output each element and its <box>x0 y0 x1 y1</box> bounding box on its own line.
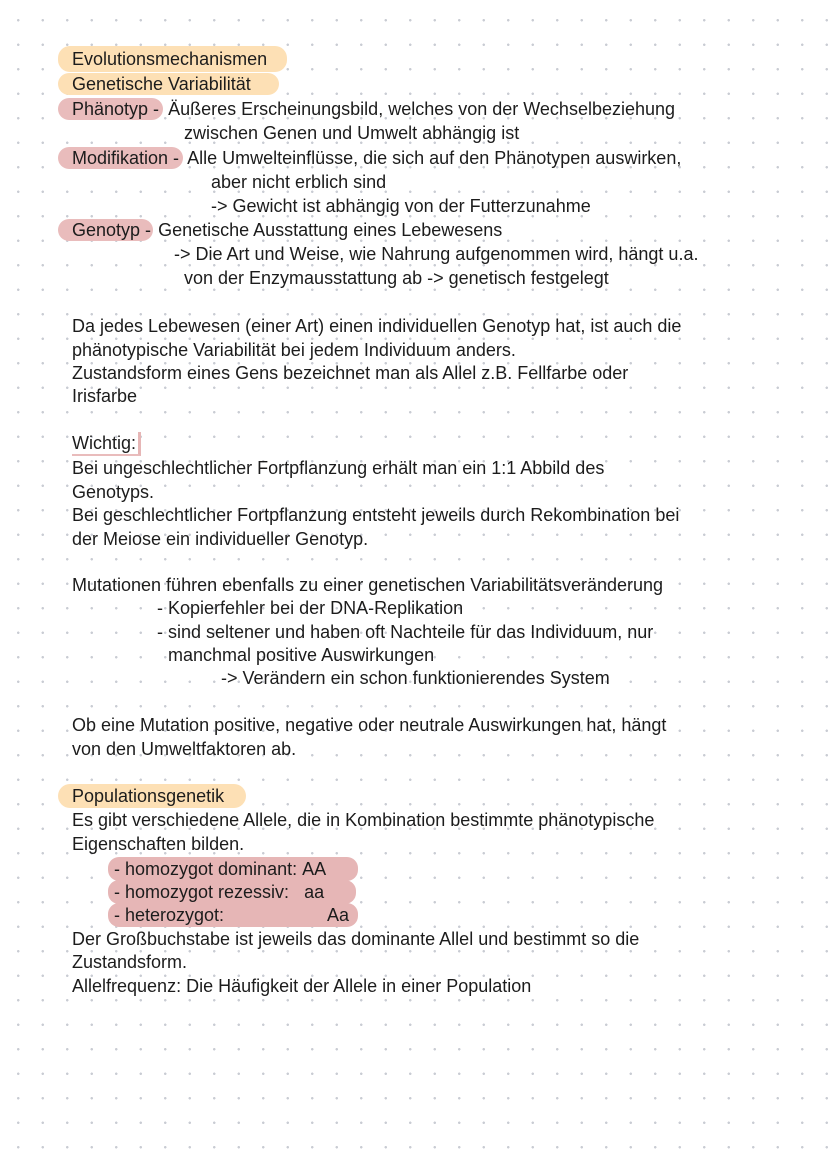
subtitle: Genetische Variabilität <box>58 73 279 95</box>
mutationen-intro: Mutationen führen ebenfalls zu einer genetischen Variabilitätsveränderung <box>72 575 664 595</box>
populationsgenetik-heading-line <box>58 785 246 807</box>
wichtig-line1: Bei ungeschlechtlicher Fortpflanzung erhält man ein 1:1 Abbild des <box>72 458 605 478</box>
para1-line3: Zustandsform eines Gens bezeichnet man als Allel z.B. Fellfarbe oder <box>72 363 629 383</box>
wichtig-line2: Genotyps. <box>72 482 155 502</box>
allele-heterozygot <box>108 903 358 927</box>
genotyp-definition-1: Genetische Ausstattung eines Lebewesens <box>158 220 503 240</box>
mutation-effect-line2: von den Umweltfaktoren ab. <box>72 739 297 759</box>
allele-label: - heterozygot: <box>114 905 225 925</box>
wichtig-heading: Wichtig: <box>72 432 141 456</box>
para1-line1: Da jedes Lebewesen (einer Art) einen individuellen Genotyp hat, ist auch die <box>72 316 682 336</box>
modifikation-definition-2: aber nicht erblich sind <box>211 172 387 192</box>
phaenotyp-term: Phänotyp - <box>58 98 163 120</box>
subtitle-line <box>58 73 279 95</box>
allele-value: AA <box>302 859 327 879</box>
allele-row <box>108 857 358 881</box>
populationsgenetik-line3: Der Großbuchstabe ist jeweils das dominante Allel und bestimmt so die <box>72 929 640 949</box>
populationsgenetik-line4: Zustandsform. <box>72 952 188 972</box>
modifikation-term: Modifikation - <box>58 147 183 169</box>
allelfrequenz-definition: Allelfrequenz: Die Häufigkeit der Allele in einer Population <box>72 976 532 996</box>
populationsgenetik-line2: Eigenschaften bilden. <box>72 834 245 854</box>
genotyp-example-1: -> Die Art und Weise, wie Nahrung aufgenommen wird, hängt u.a. <box>174 244 699 264</box>
genotyp-line1 <box>58 219 502 241</box>
modifikation-line1 <box>58 147 681 169</box>
populationsgenetik-line1: Es gibt verschiedene Allele, die in Kombination bestimmte phänotypische <box>72 810 655 830</box>
mutation-effect-line1: Ob eine Mutation positive, negative oder neutrale Auswirkungen hat, hängt <box>72 715 667 735</box>
allele-label: - homozygot dominant: <box>114 859 298 879</box>
wichtig-line4: der Meiose ein individueller Genotyp. <box>72 529 369 549</box>
page-title-line <box>58 48 287 70</box>
phaenotyp-line1 <box>58 98 675 120</box>
allele-value: Aa <box>327 905 350 925</box>
modifikation-definition-1: Alle Umwelteinflüsse, die sich auf den Phänotypen auswirken, <box>187 148 682 168</box>
mutationen-item-2b: manchmal positive Auswirkungen <box>168 645 435 665</box>
para1-line2: phänotypische Variabilität bei jedem Individuum anders. <box>72 340 516 360</box>
genotyp-term: Genotyp - <box>58 219 153 241</box>
phaenotyp-definition-2: zwischen Genen und Umwelt abhängig ist <box>184 123 520 143</box>
phaenotyp-definition-1: Äußeres Erscheinungsbild, welches von der Wechselbeziehung <box>168 99 676 119</box>
genotyp-example-2: von der Enzymausstattung ab -> genetisch festgelegt <box>184 268 609 288</box>
allele-row <box>108 880 356 904</box>
allele-value: aa <box>304 882 325 902</box>
modifikation-example: -> Gewicht ist abhängig von der Futterzunahme <box>211 196 591 216</box>
allele-homozygot-rezessiv <box>108 880 356 904</box>
mutationen-item-1: - Kopierfehler bei der DNA-Replikation <box>157 598 464 618</box>
wichtig-heading-line <box>72 432 141 456</box>
mutationen-item-3: -> Verändern ein schon funktionierendes System <box>221 668 610 688</box>
allele-label: - homozygot rezessiv: <box>114 882 290 902</box>
populationsgenetik-heading: Populationsgenetik <box>58 784 246 808</box>
page-title: Evolutionsmechanismen <box>58 46 287 72</box>
allele-row <box>108 903 358 927</box>
allele-homozygot-dominant <box>108 857 358 881</box>
mutationen-item-2a: - sind seltener und haben oft Nachteile für das Individuum, nur <box>157 622 654 642</box>
wichtig-line3: Bei geschlechtlicher Fortpflanzung entsteht jeweils durch Rekombination bei <box>72 505 680 525</box>
para1-line4: Irisfarbe <box>72 386 138 406</box>
